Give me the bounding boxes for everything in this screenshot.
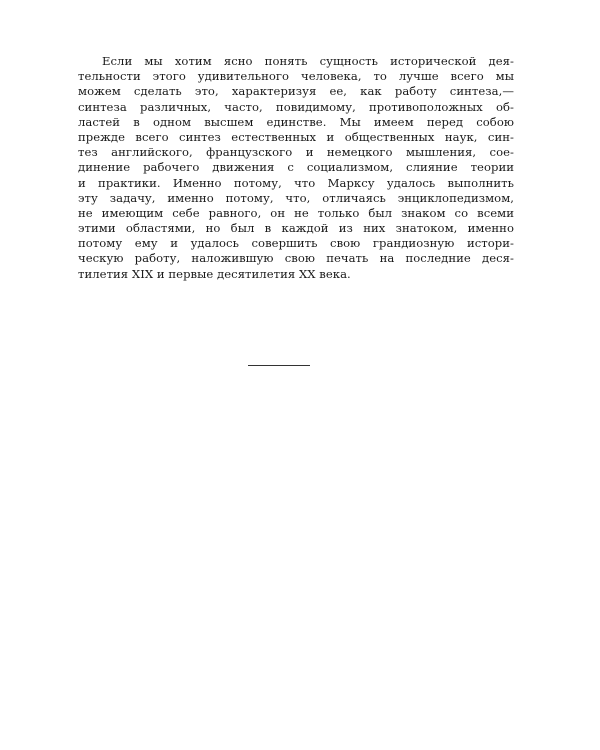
paragraph-line: тез английского, французского и немецкого мышления, сое- [78, 145, 514, 160]
paragraph-line: не имеющим себе равного, он не только был знаком со всеми [78, 205, 514, 220]
paragraph-line: синтеза различных, часто, повидимому, противоположных об- [78, 99, 514, 114]
paragraph-line: ческую работу, наложившую свою печать на последние деся- [78, 251, 514, 266]
paragraph-line: тельности этого удивительного человека, то лучше всего мы [78, 69, 514, 84]
paragraph-line: прежде всего синтез естественных и общественных наук, син- [78, 129, 514, 144]
paragraph-line: потому ему и удалось совершить свою грандиозную истори- [78, 236, 514, 251]
paragraph-line: и практики. Именно потому, что Марксу удалось выполнить [78, 175, 514, 190]
paragraph [78, 54, 514, 282]
paragraph-line: Если мы хотим ясно понять сущность исторической дея- [102, 54, 514, 68]
paragraph-line: эту задачу, именно потому, что, отличаясь энциклопедизмом, [78, 190, 514, 205]
paragraph-line: ластей в одном высшем единстве. Мы имеем перед собою [78, 114, 514, 129]
paragraph-line: этими областями, но был в каждой из них знатоком, именно [78, 221, 514, 236]
paragraph-line: динение рабочего движения с социализмом, слияние теории [78, 160, 514, 175]
paragraph-line: можем сделать это, характеризуя ее, как работу синтеза,— [78, 84, 514, 99]
section-divider [248, 365, 310, 366]
paragraph-line: тилетия XIX и первые десятилетия XX века. [78, 266, 351, 281]
